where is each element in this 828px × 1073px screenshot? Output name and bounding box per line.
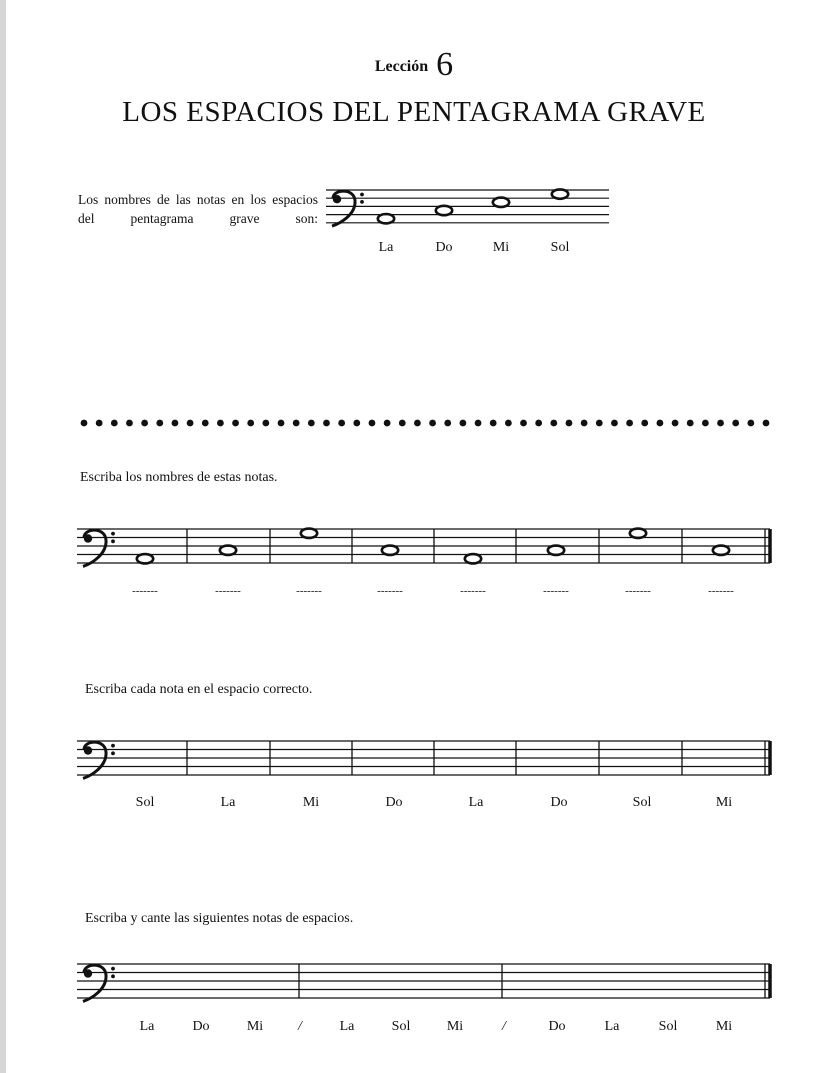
divider-dot — [384, 420, 391, 427]
divider-dot — [141, 420, 148, 427]
whole-note-icon — [630, 529, 646, 538]
divider-dot — [202, 420, 209, 427]
exercise2-note-label: Sol — [632, 795, 652, 810]
whole-note-icon — [220, 546, 236, 555]
page-title: LOS ESPACIOS DEL PENTAGRAMA GRAVE — [122, 96, 706, 128]
note-head — [436, 206, 452, 215]
divider-dot — [111, 420, 118, 427]
intro-note-label: Mi — [492, 240, 510, 255]
whole-note-icon — [548, 546, 564, 555]
exercise2-staff — [77, 741, 770, 778]
note-head — [382, 546, 398, 555]
divider-dot — [566, 420, 573, 427]
answer-blank: ------- — [215, 585, 241, 597]
exercise2-note-label: Mi — [302, 795, 320, 810]
clef-dot — [111, 751, 115, 755]
lesson-label: Lección — [374, 58, 429, 75]
divider-dot — [323, 420, 330, 427]
divider-dot — [747, 420, 754, 427]
clef-dot — [111, 967, 115, 971]
clef-head — [84, 969, 92, 977]
divider-dot — [702, 420, 709, 427]
divider-dot — [581, 420, 588, 427]
clef-dot — [111, 532, 115, 536]
clef-head — [84, 534, 92, 542]
note-head — [552, 189, 568, 198]
exercise2-note-label: Mi — [715, 795, 733, 810]
divider-dot — [641, 420, 648, 427]
note-head — [137, 554, 153, 563]
whole-note-icon — [493, 198, 509, 207]
clef-head — [84, 746, 92, 754]
answer-blank: ------- — [132, 585, 158, 597]
exercise3-note-label: Sol — [658, 1019, 678, 1034]
whole-note-icon — [552, 189, 568, 198]
exercise2-note-label: La — [468, 795, 484, 810]
divider-dot — [596, 420, 603, 427]
divider-dot — [126, 420, 133, 427]
bass-clef-icon — [83, 530, 115, 566]
divider-dot — [657, 420, 664, 427]
divider-dot — [278, 420, 285, 427]
divider-dot — [156, 420, 163, 427]
exercise2-instruction: Escriba cada nota en el espacio correcto. — [85, 682, 313, 697]
divider-dot — [81, 420, 88, 427]
bass-clef-icon — [332, 191, 364, 226]
measure-separator: / — [298, 1019, 302, 1034]
divider-dot — [520, 420, 527, 427]
note-head — [220, 546, 236, 555]
divider-dot — [217, 420, 224, 427]
exercise3-note-label: Do — [548, 1019, 566, 1034]
exercise3-instruction: Escriba y cante las siguientes notas de espacios. — [85, 911, 354, 926]
note-head — [493, 198, 509, 207]
exercise3-note-label: Mi — [246, 1019, 264, 1034]
answer-blank: ------- — [377, 585, 403, 597]
whole-note-icon — [301, 529, 317, 538]
whole-note-icon — [378, 214, 394, 223]
divider-dot — [353, 420, 360, 427]
clef-head — [333, 195, 341, 203]
clef-dot — [360, 200, 364, 204]
divider-dot — [399, 420, 406, 427]
answer-blank: ------- — [296, 585, 322, 597]
exercise3-note-label: Sol — [391, 1019, 411, 1034]
divider-dot — [626, 420, 633, 427]
divider-dot — [475, 420, 482, 427]
whole-note-icon — [137, 554, 153, 563]
intro-note-label: Sol — [550, 240, 570, 255]
divider-dot — [338, 420, 345, 427]
exercise3-note-label: Mi — [715, 1019, 733, 1034]
exercise1-staff — [77, 529, 770, 567]
divider-dot — [172, 420, 179, 427]
bass-clef-icon — [83, 965, 115, 1001]
divider-dot — [247, 420, 254, 427]
divider-dot — [687, 420, 694, 427]
clef-dot — [111, 744, 115, 748]
dot-divider — [81, 420, 770, 427]
note-head — [630, 529, 646, 538]
exercise3-note-label: La — [339, 1019, 355, 1034]
divider-dot — [550, 420, 557, 427]
exercise3-note-label: Mi — [446, 1019, 464, 1034]
clef-dot — [360, 193, 364, 197]
intro-staff — [326, 189, 609, 226]
answer-blank: ------- — [460, 585, 486, 597]
lesson-number: 6 — [436, 46, 454, 83]
divider-dot — [293, 420, 300, 427]
measure-separator: / — [502, 1019, 506, 1034]
intro-text: Los nombres de las notas en los espacios del pentagrama grave son: — [78, 192, 318, 226]
answer-blank: ------- — [708, 585, 734, 597]
divider-dot — [308, 420, 315, 427]
exercise1-instruction: Escriba los nombres de estas notas. — [80, 470, 278, 485]
note-head — [713, 546, 729, 555]
divider-dot — [444, 420, 451, 427]
exercise2-note-label: Do — [385, 795, 403, 810]
note-head — [548, 546, 564, 555]
exercise3-note-label: La — [139, 1019, 155, 1034]
clef-dot — [111, 539, 115, 543]
divider-dot — [232, 420, 239, 427]
answer-blank: ------- — [625, 585, 651, 597]
exercise2-note-label: La — [220, 795, 236, 810]
divider-dot — [187, 420, 194, 427]
whole-note-icon — [465, 554, 481, 563]
divider-dot — [672, 420, 679, 427]
whole-note-icon — [382, 546, 398, 555]
divider-dot — [459, 420, 466, 427]
divider-dot — [369, 420, 376, 427]
whole-note-icon — [436, 206, 452, 215]
whole-note-icon — [713, 546, 729, 555]
divider-dot — [429, 420, 436, 427]
exercise3-staff — [77, 964, 770, 1001]
bass-clef-icon — [83, 742, 115, 778]
intro-note-label: La — [378, 240, 394, 255]
answer-blank: ------- — [543, 585, 569, 597]
exercise2-note-label: Sol — [135, 795, 155, 810]
note-head — [465, 554, 481, 563]
note-head — [378, 214, 394, 223]
exercise2-note-label: Do — [550, 795, 568, 810]
clef-dot — [111, 974, 115, 978]
divider-dot — [96, 420, 103, 427]
divider-dot — [490, 420, 497, 427]
note-head — [301, 529, 317, 538]
divider-dot — [717, 420, 724, 427]
divider-dot — [535, 420, 542, 427]
divider-dot — [611, 420, 618, 427]
divider-dot — [262, 420, 269, 427]
exercise3-note-label: La — [604, 1019, 620, 1034]
divider-dot — [414, 420, 421, 427]
intro-note-label: Do — [435, 240, 453, 255]
divider-dot — [505, 420, 512, 427]
divider-dot — [732, 420, 739, 427]
divider-dot — [763, 420, 770, 427]
exercise3-note-label: Do — [192, 1019, 210, 1034]
